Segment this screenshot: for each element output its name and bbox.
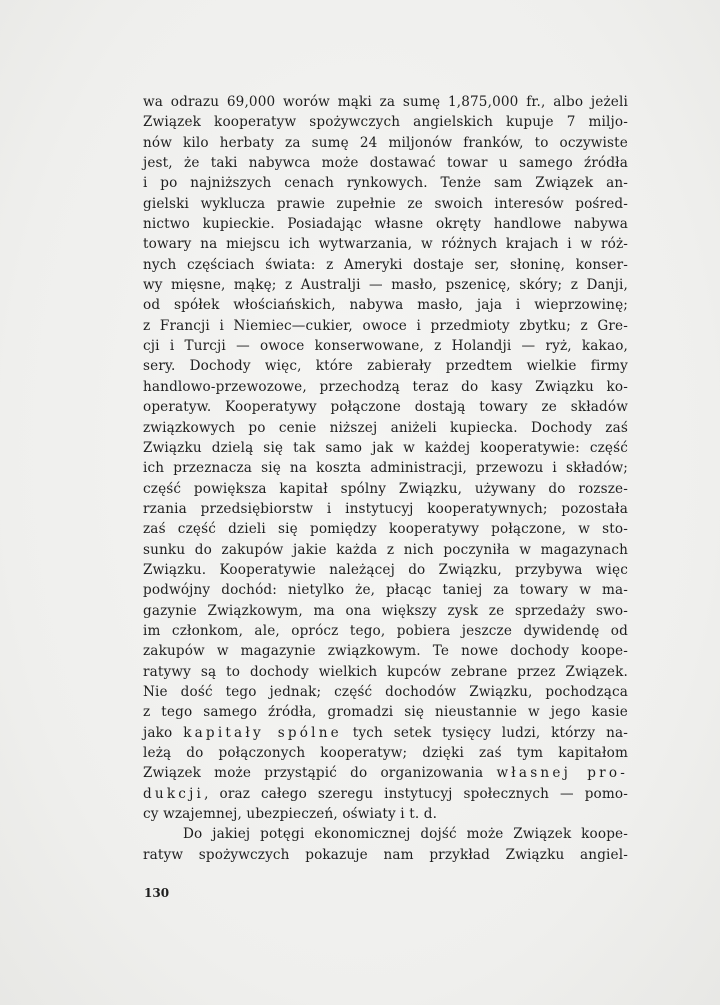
line-text: nów kilo herbaty za sumę 24 miljonów franków, to oczywiste [143,134,628,151]
spaced-emphasis-text: dukcji [143,785,205,802]
line-text: gielski wyklucza prawie zupełnie ze swoich interesów pośred- [143,195,628,212]
text-line [143,641,628,661]
text-line [143,784,628,804]
line-text: podwójny dochód: nietylko że, płacąc taniej za towary w ma- [143,582,628,599]
line-text: rzania przedsiębiorstw i instytucyj kooperatywnych; pozostała [143,500,628,517]
text-line [143,234,628,254]
line-text: gazynie Związkowym, ma ona większy zysk ze sprzedaży swo- [143,602,628,619]
line-text: leżą do połączonych kooperatyw; dzięki zaś tym kapitałom [143,745,628,761]
text-line [143,824,628,844]
line-text: zaś część dzieli się pomiędzy kooperatywy połączone, w sto- [143,521,628,538]
text-line [143,214,628,234]
line-text: im członkom, ale, oprócz tego, pobiera jeszcze dywidendę od [143,622,628,639]
text-line [143,845,628,865]
line-text: ratyw spożywczych pokazuje nam przykład Związku angiel- [143,846,628,863]
text-line [143,275,628,295]
text-line [143,153,628,173]
body-text [143,92,628,865]
text-line [143,479,628,499]
line-text: Związku dzielą się tak samo jak w każdej kooperatywie: część [143,439,628,456]
line-text: Związek kooperatyw spożywczych angielskich kupuje 7 miljo- [143,114,628,131]
line-text: towary na miejscu ich wytwarzania, w różnych krajach i w róż- [143,236,628,253]
line-text: Nie dość tego jednak; część dochodów Związku, pochodząca [143,683,628,700]
text-line [143,316,628,336]
text-line [143,194,628,214]
line-text: z tego samego źródła, gromadzi się nieustannie w jego kasie [143,704,628,721]
text-line [143,377,628,397]
line-text: część powiększa kapitał spólny Związku, używany do rozsze- [143,480,628,497]
line-text: sunku do zakupów jakie każda z nich poczyniła w magazynach [143,541,628,558]
text-line [143,92,628,112]
text-line [143,601,628,621]
line-text: tych setek tysięcy ludzi, którzy na- [341,724,628,741]
line-text: handlowo-przewozowe, przechodzą teraz do kasy Związku ko- [143,378,628,395]
line-text: Do jakiej potęgi ekonomicznej dojść może Związek koope- [183,826,628,843]
text-line [143,682,628,702]
text-line [143,763,628,783]
line-text: ratywy są to dochody wielkich kupców zebrane przez Związek. [143,663,628,680]
text-line [143,418,628,438]
line-text: jest, że taki nabywca może dostawać towar u samego źródła [143,155,628,172]
text-line [143,723,628,743]
text-line [143,356,628,376]
text-line [143,580,628,600]
text-line [143,438,628,458]
text-line [143,560,628,580]
line-text: , oraz całego szeregu instytucyj społecznych — pomo- [204,785,628,802]
text-line [143,173,628,193]
text-line [143,499,628,519]
text-line [143,519,628,539]
line-text: cy wzajemnej, ubezpieczeń, oświaty i t. d. [143,806,438,823]
text-line [143,743,628,763]
text-line [143,112,628,132]
line-text: jako [143,724,184,741]
line-text: związkowych po cenie niższej aniżeli kupiecka. Dochody zaś [143,419,628,436]
line-text: wa odrazu 69,000 worów mąki za sumę 1,875,000 fr., albo jeżeli [143,94,628,110]
line-text: ich przeznacza się na koszta administracji, przewozu i składów; [143,460,628,477]
text-line [143,295,628,315]
line-text: zakupów w magazynie związkowym. Te nowe dochody koope- [143,643,628,660]
line-text: cji i Turcji — owoce konserwowane, z Holandji — ryż, kakao, [143,338,628,355]
text-line [143,133,628,153]
line-text: z Francji i Niemiec—cukier, owoce i przedmioty zbytku; z Gre- [143,317,628,334]
line-text: i po najniższych cenach rynkowych. Tenże sam Związek an- [143,175,628,192]
line-text: nictwo kupieckie. Posiadając własne okręty handlowe nabywa [143,216,628,233]
text-line [143,662,628,682]
text-line [143,804,628,824]
text-line [143,702,628,722]
line-text: operatyw. Kooperatywy połączone dostają towary ze składów [143,399,628,416]
text-line [143,540,628,560]
text-line [143,397,628,417]
text-line [143,458,628,478]
line-text: od spółek włościańskich, nabywa masło, jaja i wieprzowinę; [143,297,628,314]
page-number: 130 [144,886,170,900]
line-text: Związku. Kooperatywie należącej do Związku, przybywa więc [143,561,628,578]
spaced-emphasis-text: kapitały spólne [183,724,342,741]
text-line [143,336,628,356]
text-line [143,621,628,641]
line-text: nych częściach świata: z Ameryki dostaje ser, słoninę, konser- [143,256,628,273]
text-line [143,255,628,275]
line-text: Związek może przystąpić do organizowania [143,765,497,782]
spaced-emphasis-text: własnej pro- [496,765,628,782]
line-text: sery. Dochody więc, które zabierały przedtem wielkie firmy [143,358,628,375]
line-text: wy mięsne, mąkę; z Australji — masło, pszenicę, skóry; z Danji, [143,277,628,294]
